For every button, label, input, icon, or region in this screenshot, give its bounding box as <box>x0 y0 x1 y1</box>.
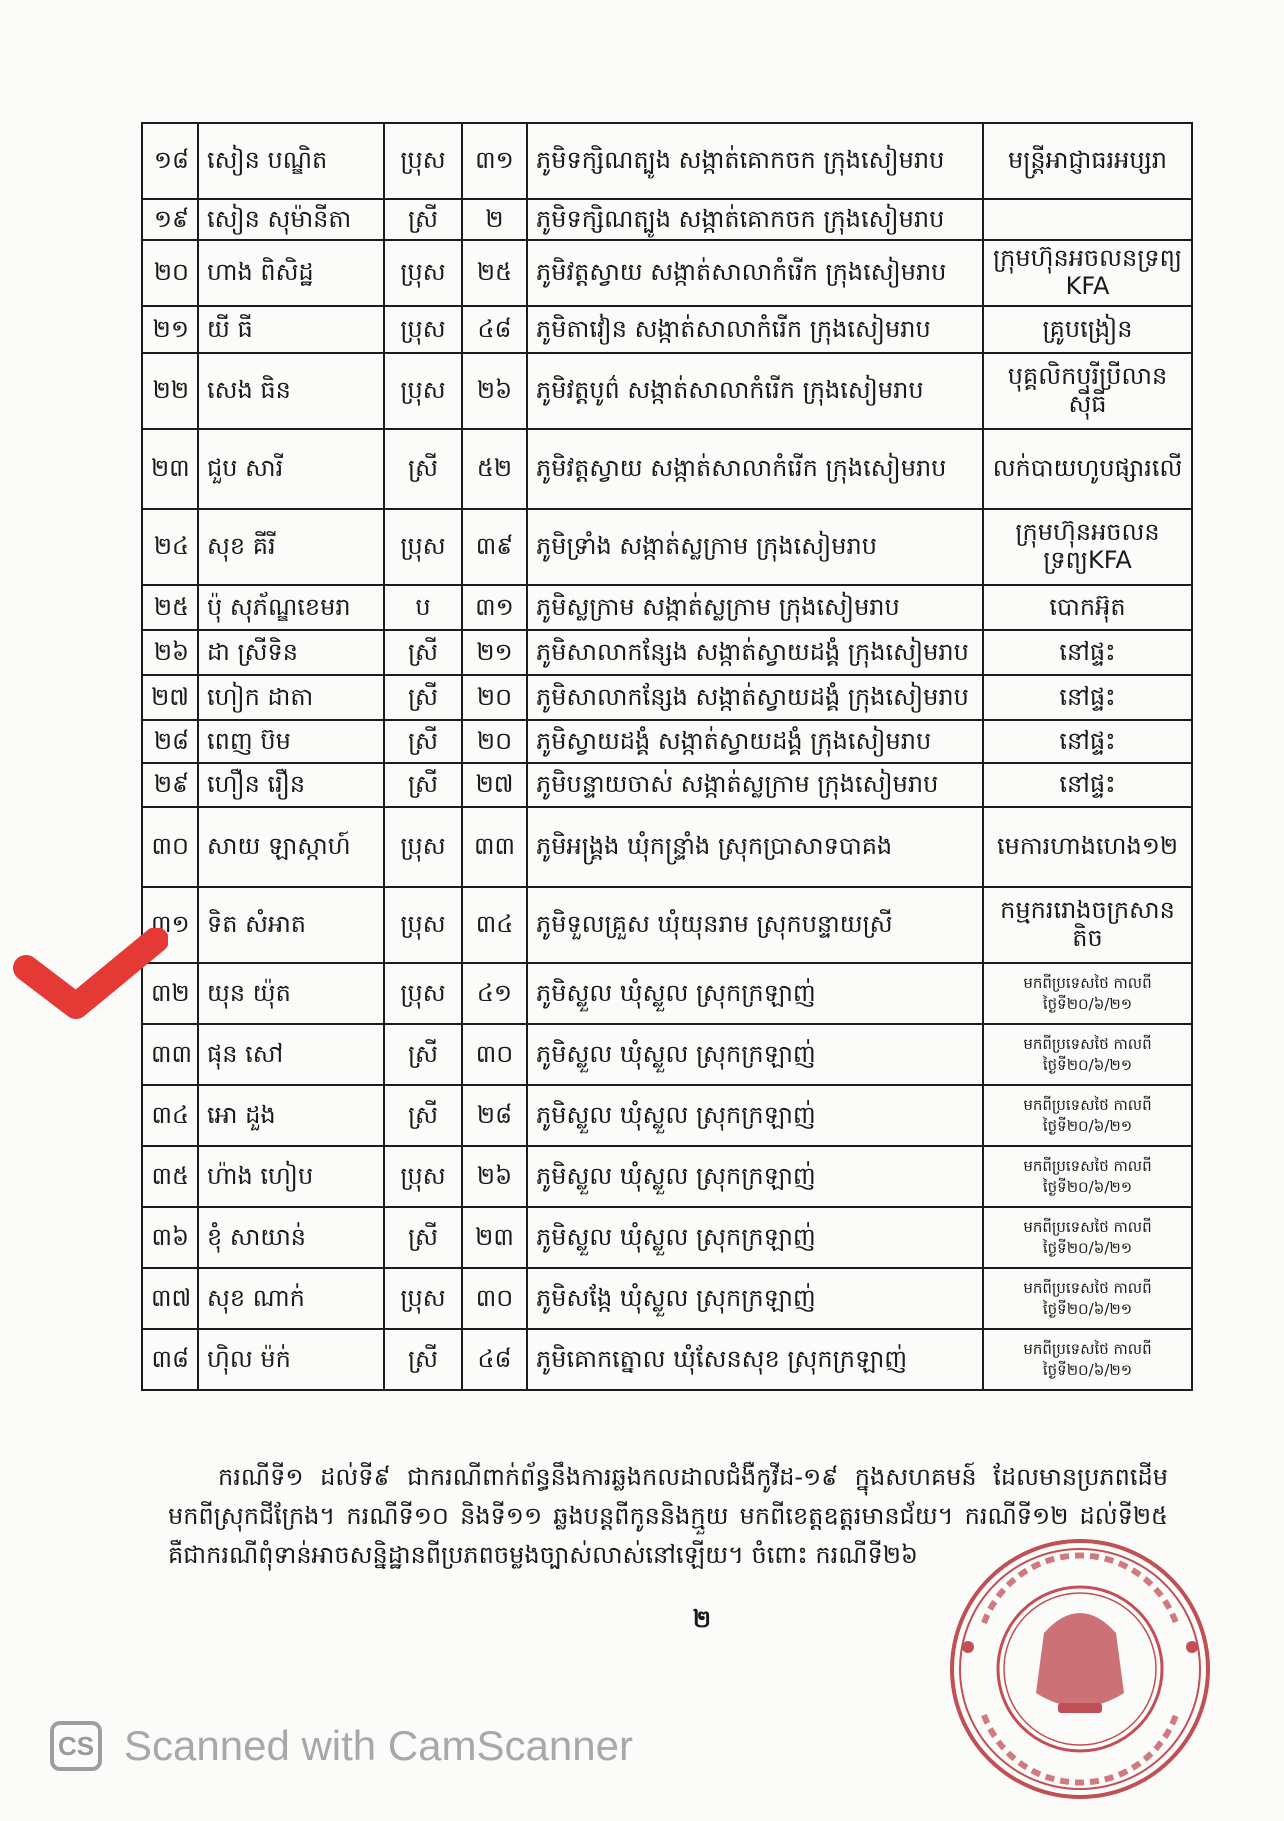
sex-cell: ស្រី <box>384 1085 462 1146</box>
note-cell: មកពីប្រទេសថៃ កាលពីថ្ងៃទី២០/៦/២១ <box>983 1085 1192 1146</box>
note-cell: លក់បាយហូបផ្សារលើ <box>983 429 1192 509</box>
note-cell: មេការហាងហេង១២ <box>983 807 1192 887</box>
case-number-cell: ២៧ <box>142 675 198 720</box>
table-row <box>142 199 1192 240</box>
table-body <box>142 123 1192 1390</box>
table-row <box>142 123 1192 199</box>
note-cell: នៅផ្ទះ <box>983 763 1192 807</box>
sex-cell: ប្រុស <box>384 240 462 306</box>
note-cell: មកពីប្រទេសថៃ កាលពីថ្ងៃទី២០/៦/២១ <box>983 963 1192 1024</box>
table-row <box>142 509 1192 585</box>
address-cell: ភូមិវត្តស្វាយ សង្កាត់សាលាកំរើក ក្រុងសៀមរាប <box>527 240 983 306</box>
watermark-text: Scanned with CamScanner <box>124 1722 633 1769</box>
sex-cell: ប្រុស <box>384 353 462 429</box>
case-number-cell: ២១ <box>142 306 198 353</box>
age-cell: ២៦ <box>462 1146 527 1207</box>
note-cell: គ្រូបង្រៀន <box>983 306 1192 353</box>
age-cell: ២៨ <box>462 1085 527 1146</box>
address-cell: ភូមិទ្រាំង សង្កាត់ស្លក្រាម ក្រុងសៀមរាប <box>527 509 983 585</box>
name-cell: ខុំ សាយាន់ <box>198 1207 384 1268</box>
name-cell: សុខ ណាក់ <box>198 1268 384 1329</box>
name-cell: ពេញ ប៊ម <box>198 720 384 763</box>
note-cell: កម្មកររោងចក្រសានតិច <box>983 887 1192 963</box>
sex-cell: ស្រី <box>384 1329 462 1390</box>
note-cell: មកពីប្រទេសថៃ កាលពីថ្ងៃទី២០/៦/២១ <box>983 1146 1192 1207</box>
sex-cell: ប្រុស <box>384 807 462 887</box>
note-cell: បោកអ៊ុត <box>983 585 1192 630</box>
address-cell: ភូមិស្លួល ឃុំស្លួល ស្រុកក្រឡាញ់ <box>527 1146 983 1207</box>
age-cell: ២០ <box>462 675 527 720</box>
note-cell: មកពីប្រទេសថៃ កាលពីថ្ងៃទី២០/៦/២១ <box>983 1207 1192 1268</box>
address-cell: ភូមិវត្តស្វាយ សង្កាត់សាលាកំរើក ក្រុងសៀមរាប <box>527 429 983 509</box>
case-number-cell: ១៨ <box>142 123 198 199</box>
address-cell: ភូមិបន្ទាយចាស់ សង្កាត់ស្លក្រាម ក្រុងសៀមរាប <box>527 763 983 807</box>
case-number-cell: ៣១ <box>142 887 198 963</box>
name-cell: ហាង ពិសិដ្ឋ <box>198 240 384 306</box>
note-cell: បុគ្គលិកបុរីប្រីលានស៊ីធី <box>983 353 1192 429</box>
name-cell: ជួប សារី <box>198 429 384 509</box>
table-row <box>142 763 1192 807</box>
name-cell: ទិត សំអាត <box>198 887 384 963</box>
sex-cell: ប្រុស <box>384 1268 462 1329</box>
age-cell: ៥២ <box>462 429 527 509</box>
case-number-cell: ៣៧ <box>142 1268 198 1329</box>
age-cell: ២១ <box>462 630 527 675</box>
name-cell: ហឿន រឿន <box>198 763 384 807</box>
table-row <box>142 963 1192 1024</box>
note-cell: មន្ត្រីអាជ្ញាធរអប្សរា <box>983 123 1192 199</box>
case-number-cell: ២៤ <box>142 509 198 585</box>
address-cell: ភូមិស្វាយដង្គំ សង្កាត់ស្វាយដង្គំ ក្រុងសៀមរាប <box>527 720 983 763</box>
age-cell: ៤៨ <box>462 1329 527 1390</box>
case-number-cell: ៣៨ <box>142 1329 198 1390</box>
address-cell: ភូមិស្លួល ឃុំស្លួល ស្រុកក្រឡាញ់ <box>527 963 983 1024</box>
case-table <box>141 122 1193 1391</box>
sex-cell: ស្រី <box>384 429 462 509</box>
name-cell: ផុន សៅ <box>198 1024 384 1085</box>
table-row <box>142 429 1192 509</box>
sex-cell: ស្រី <box>384 1024 462 1085</box>
table-row <box>142 675 1192 720</box>
age-cell: ៣១ <box>462 585 527 630</box>
table-row <box>142 240 1192 306</box>
name-cell: យី ធី <box>198 306 384 353</box>
note-cell <box>983 199 1192 240</box>
note-cell: នៅផ្ទះ <box>983 630 1192 675</box>
sex-cell: ប្រុស <box>384 887 462 963</box>
address-cell: ភូមិវត្តបូព៌ សង្កាត់សាលាកំរើក ក្រុងសៀមរាប <box>527 353 983 429</box>
checkmark-icon <box>8 928 168 1028</box>
case-number-cell: ២០ <box>142 240 198 306</box>
address-cell: ភូមិទក្សិណត្បូង សង្កាត់គោកចក ក្រុងសៀមរាប <box>527 123 983 199</box>
age-cell: ២៣ <box>462 1207 527 1268</box>
case-number-cell: ៣៥ <box>142 1146 198 1207</box>
address-cell: ភូមិអង្រ្គង ឃុំកន្ទ្រាំង ស្រុកប្រាសាទបាគង <box>527 807 983 887</box>
sex-cell: ស្រី <box>384 630 462 675</box>
age-cell: ៣១ <box>462 123 527 199</box>
age-cell: ៤៨ <box>462 306 527 353</box>
address-cell: ភូមិសង្កែ ឃុំស្លួល ស្រុកក្រឡាញ់ <box>527 1268 983 1329</box>
age-cell: ២៧ <box>462 763 527 807</box>
age-cell: ៣៤ <box>462 887 527 963</box>
case-number-cell: ១៩ <box>142 199 198 240</box>
case-number-cell: ២៩ <box>142 763 198 807</box>
address-cell: ភូមិតាវៀន សង្កាត់សាលាកំរើក ក្រុងសៀមរាប <box>527 306 983 353</box>
name-cell: អោ ដួង <box>198 1085 384 1146</box>
note-cell: ក្រុមហ៊ុនអចលនទ្រព្យ KFA <box>983 240 1192 306</box>
case-number-cell: ២៨ <box>142 720 198 763</box>
case-number-cell: ២៦ <box>142 630 198 675</box>
sex-cell: ស្រី <box>384 720 462 763</box>
age-cell: ២៥ <box>462 240 527 306</box>
table-row <box>142 585 1192 630</box>
address-cell: ភូមិស្លួល ឃុំស្លួល ស្រុកក្រឡាញ់ <box>527 1207 983 1268</box>
case-number-cell: ៣៣ <box>142 1024 198 1085</box>
address-cell: ភូមិសាលាកន្សែង សង្កាត់ស្វាយដង្គំ ក្រុងសៀមរាប <box>527 630 983 675</box>
table-row <box>142 887 1192 963</box>
address-cell: ភូមិស្លួល ឃុំស្លួល ស្រុកក្រឡាញ់ <box>527 1085 983 1146</box>
table-row <box>142 630 1192 675</box>
name-cell: សៀន សុម៉ានីតា <box>198 199 384 240</box>
age-cell: ៣៣ <box>462 807 527 887</box>
age-cell: ៣០ <box>462 1024 527 1085</box>
age-cell: ២ <box>462 199 527 240</box>
table-row <box>142 1207 1192 1268</box>
note-cell: នៅផ្ទះ <box>983 720 1192 763</box>
address-cell: ភូមិស្លក្រាម សង្កាត់ស្លក្រាម ក្រុងសៀមរាប <box>527 585 983 630</box>
address-cell: ភូមិគោកត្នោល ឃុំសែនសុខ ស្រុកក្រឡាញ់ <box>527 1329 983 1390</box>
sex-cell: ប្រុស <box>384 1146 462 1207</box>
address-cell: ភូមិទួលគ្រួស ឃុំយុនរាម ស្រុកបន្ទាយស្រី <box>527 887 983 963</box>
case-number-cell: ២២ <box>142 353 198 429</box>
table-row <box>142 306 1192 353</box>
table-row <box>142 807 1192 887</box>
footer-paragraph: ករណីទី១ ដល់ទី៩ ជាករណីពាក់ព័ន្ធនឹងការឆ្លងកលដាលជំងឺកូវីដ-១៩ ក្នុងសហគមន៍ ដែលមានប្រភពដើមមកពីស្រុកជីក្រែង។ ករណីទី១០ និងទី១១ ឆ្លងបន្តពីកូននិងក្មួយ មកពីខេត្តឧត្តរមានជ័យ។ ករណីទី១២ ដល់ទី២៥ គឺជាករណីពុំទាន់អាចសន្និដ្ឋានពីប្រភពចម្លងច្បាស់លាស់នៅឡើយ។ ចំពោះ ករណីទី២៦ <box>168 1463 1168 1569</box>
camscanner-logo-icon: CS <box>50 1721 102 1771</box>
table-row <box>142 1085 1192 1146</box>
table-row <box>142 1024 1192 1085</box>
sex-cell: ប្រុស <box>384 123 462 199</box>
sex-cell: ស្រី <box>384 763 462 807</box>
note-cell: ក្រុមហ៊ុនអចលនទ្រព្យKFA <box>983 509 1192 585</box>
table-row <box>142 1329 1192 1390</box>
official-seal <box>946 1535 1214 1803</box>
age-cell: ៤១ <box>462 963 527 1024</box>
sex-cell: ស្រី <box>384 1207 462 1268</box>
age-cell: ៣៩ <box>462 509 527 585</box>
name-cell: សៀន បណ្ឌិត <box>198 123 384 199</box>
name-cell: ហៀក ដាតា <box>198 675 384 720</box>
name-cell: សុខ គីរី <box>198 509 384 585</box>
name-cell: សេង ធិន <box>198 353 384 429</box>
note-cell: មកពីប្រទេសថៃ កាលពីថ្ងៃទី២០/៦/២១ <box>983 1268 1192 1329</box>
note-cell: មកពីប្រទេសថៃ កាលពីថ្ងៃទី២០/៦/២១ <box>983 1329 1192 1390</box>
sex-cell: ប <box>384 585 462 630</box>
name-cell: ប៉ុ សុភ័ណ្ឌខេមរា <box>198 585 384 630</box>
sex-cell: ប្រុស <box>384 509 462 585</box>
case-number-cell: ២៣ <box>142 429 198 509</box>
name-cell: ហ៊ិល ម៉ក់ <box>198 1329 384 1390</box>
address-cell: ភូមិស្លួល ឃុំស្លួល ស្រុកក្រឡាញ់ <box>527 1024 983 1085</box>
name-cell: ហ៉ាង ហៀប <box>198 1146 384 1207</box>
sex-cell: ស្រី <box>384 199 462 240</box>
address-cell: ភូមិសាលាកន្សែង សង្កាត់ស្វាយដង្គំ ក្រុងសៀមរាប <box>527 675 983 720</box>
case-number-cell: ៣៤ <box>142 1085 198 1146</box>
age-cell: ៣០ <box>462 1268 527 1329</box>
address-cell: ភូមិទក្សិណត្បូង សង្កាត់គោកចក ក្រុងសៀមរាប <box>527 199 983 240</box>
note-cell: នៅផ្ទះ <box>983 675 1192 720</box>
name-cell: សាយ ឡាស្កាហ៍ <box>198 807 384 887</box>
table-row <box>142 720 1192 763</box>
table-row <box>142 1268 1192 1329</box>
age-cell: ២៦ <box>462 353 527 429</box>
sex-cell: ប្រុស <box>384 306 462 353</box>
case-number-cell: ២៥ <box>142 585 198 630</box>
note-cell: មកពីប្រទេសថៃ កាលពីថ្ងៃទី២០/៦/២១ <box>983 1024 1192 1085</box>
age-cell: ២០ <box>462 720 527 763</box>
table-row <box>142 1146 1192 1207</box>
case-number-cell: ៣០ <box>142 807 198 887</box>
name-cell: យុន យ៉ុត <box>198 963 384 1024</box>
sex-cell: ស្រី <box>384 675 462 720</box>
table-row <box>142 353 1192 429</box>
case-number-cell: ៣៦ <box>142 1207 198 1268</box>
case-number-cell: ៣២ <box>142 963 198 1024</box>
sex-cell: ប្រុស <box>384 963 462 1024</box>
page-number: ២ <box>692 1605 712 1633</box>
name-cell: ដា ស្រីទិន <box>198 630 384 675</box>
